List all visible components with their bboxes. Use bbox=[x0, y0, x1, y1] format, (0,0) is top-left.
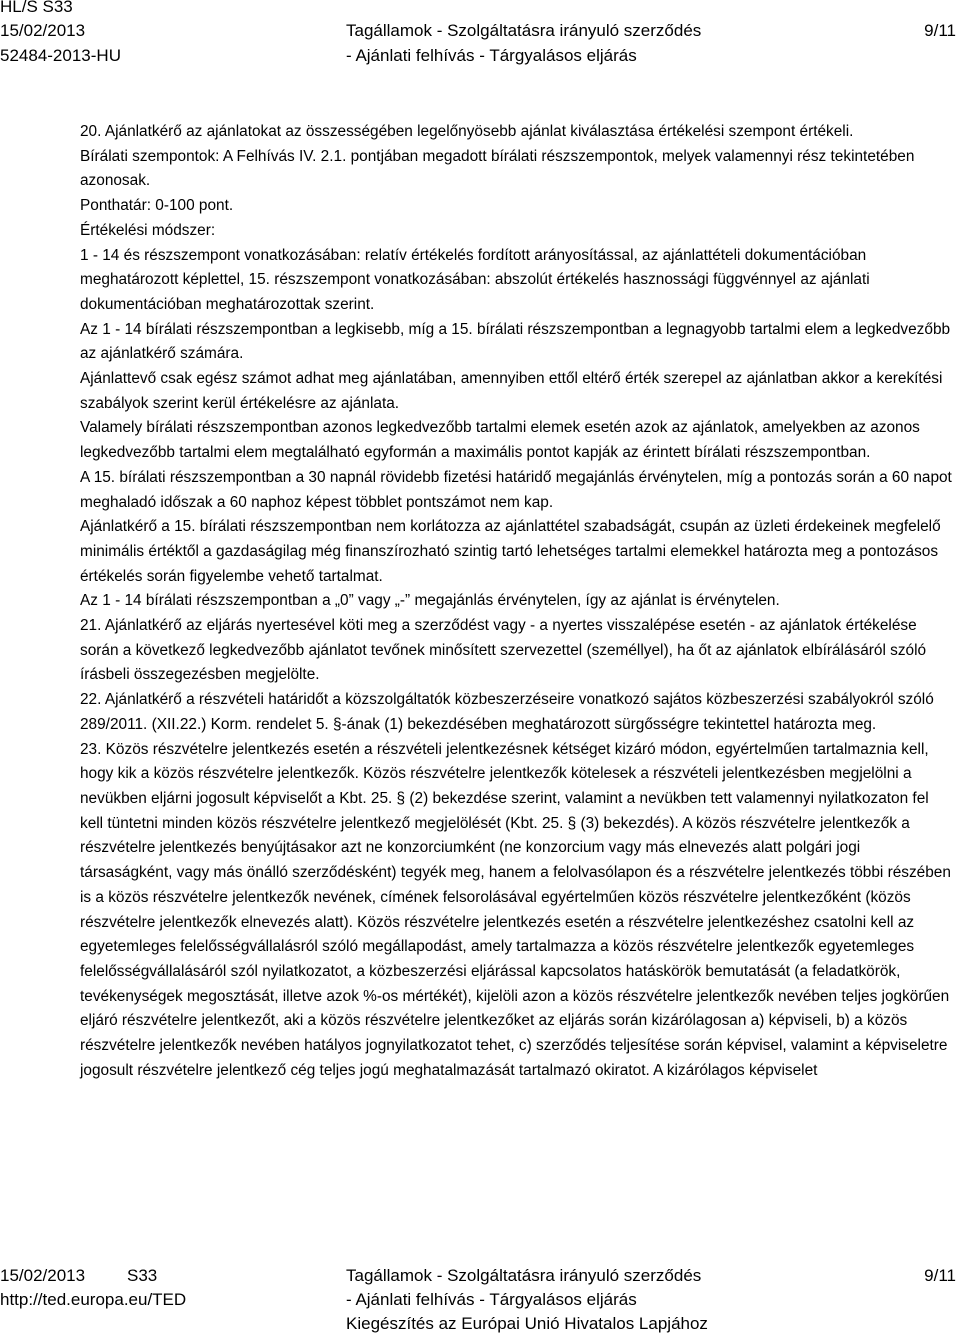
footer-date: 15/02/2013 bbox=[0, 1266, 86, 1285]
paragraph-payment-deadline: A 15. bírálati részszempontban a 30 napnál rövidebb fizetési határidő megajánlás érvénytelen, míg a pontozás során a 60 napot meghaladó időszak a 60 naphoz képest többlet pontszámot nem kap. bbox=[80, 468, 952, 511]
header-doc-code: HL/S S33 bbox=[0, 0, 73, 16]
paragraph-most-favorable: Az 1 - 14 bírálati részszempontban a legkisebb, míg a 15. bírálati részszempontban a legnagyobb tartalmi elem a legkedvezőbb az ajánlatkérő számára. bbox=[80, 320, 951, 363]
header-title-line2: - Ajánlati felhívás - Tárgyalásos eljárás bbox=[346, 46, 637, 65]
paragraph-21: 21. Ajánlatkérő az eljárás nyertesével köti meg a szerződést vagy - a nyertes visszalépése esetén - az ajánlatok értékelése során a következő legkedvezőbb ajánlatot tevőnek minősített szervezettel (személlyel), ha őt az ajánlatok elbírálásáról szóló írásbeli összegezésben megjelölte. bbox=[80, 617, 927, 684]
footer-title-line3: Kiegészítés az Európai Unió Hivatalos Lapjához bbox=[346, 1314, 708, 1333]
paragraph-20: 20. Ajánlatkérő az ajánlatokat az összességében legelőnyösebb ajánlat kiválasztása értékelési szempont értékeli. bbox=[80, 123, 854, 140]
paragraph-22: 22. Ajánlatkérő a részvételi határidőt a közszolgáltatók közbeszerzéseire vonatkozó sajátos közbeszerzési szabályokról szóló 289/2011. (XII.22.) Korm. rendelet 5. §-ának (1) bekezdésében meghatározott sürgősségre tekintettel határozta meg. bbox=[80, 691, 934, 733]
paragraph-criteria: Bírálati szempontok: A Felhívás IV. 2.1. pontjában megadott bírálati részszempontok, melyek valamennyi rész tekintetében azonosak. bbox=[80, 147, 915, 190]
footer-series: S33 bbox=[127, 1266, 158, 1285]
paragraph-zero-offer: Az 1 - 14 bírálati részszempontban a „0” vagy „-” megajánlás érvénytelen, így az ajánlat is érvénytelen. bbox=[80, 592, 780, 610]
footer-url[interactable]: http://ted.europa.eu/TED bbox=[0, 1290, 187, 1309]
paragraph-method: 1 - 14 és részszempont vonatkozásában: relatív értékelés fordított arányosítással, az ajánlattételi dokumentációban meghatározott képlettel, 15. részszempont vonatkozásában: abszolút értékelés hasznossági függvénnyel az ajánlati dokumentációban meghatározottak szerint. bbox=[80, 246, 870, 313]
header-date: 15/02/2013 bbox=[0, 21, 86, 40]
paragraph-integer-values: Ajánlattevő csak egész számot adhat meg ajánlatában, amennyiben ettől eltérő érték szerepel az ajánlatban akkor a kerekítési szabályok szerint kerül értékelésre az ajánlata. bbox=[80, 370, 943, 412]
document-body bbox=[80, 120, 952, 1083]
header-notice-id: 52484-2013-HU bbox=[0, 46, 121, 65]
paragraph-freedom: Ajánlatkérő a 15. bírálati részszempontban nem korlátozza az ajánlattétel szabadságát, csupán az üzleti érdekeinek megfelelő minimális értéktől a gazdaságilag még finanszírozható szintig tartó lehetséges tartalmi elemekkel határozta meg a pontozásos értékelés során figyelembe vehető tartalmat. bbox=[80, 518, 941, 585]
paragraph-point-range: Ponthatár: 0-100 pont. bbox=[80, 197, 234, 215]
footer-page-number: 9/11 bbox=[924, 1266, 956, 1285]
paragraph-equal-elements: Valamely bírálati részszempontban azonos legkedvezőbb tartalmi elemek esetén azok az ajánlatok, amelyekben az azonos legkedvezőbb tartalmi elem megtalálható egyformán a maximális pontot kapják az érintett bírálati részszempontban. bbox=[80, 419, 920, 462]
header-title-line1: Tagállamok - Szolgáltatásra irányuló szerződés bbox=[346, 21, 702, 40]
header-page-number: 9/11 bbox=[924, 21, 956, 40]
footer-title-line1: Tagállamok - Szolgáltatásra irányuló szerződés bbox=[346, 1266, 702, 1285]
paragraph-method-heading: Értékelési módszer: bbox=[80, 221, 216, 239]
footer-title-line2: - Ajánlati felhívás - Tárgyalásos eljárás bbox=[346, 1290, 637, 1309]
paragraph-23: 23. Közös részvételre jelentkezés esetén a részvételi jelentkezésnek kétséget kizáró módon, egyértelműen tartalmaznia kell, hogy kik a közös részvételre jelentkezők. Közös részvételre jelentkezők kötelesek a részvételi jelentkezésben megjelölni a nevükben eljárni jogosult képviselőt a Kbt. 25. § (2) bekezdése szerint, valamint a nevükben tett valamennyi nyilatkozaton fel kell tüntetni minden közös részvételre jelentkező megjelölését (Kbt. 25. § (3) bekezdés). A közös részvételre jelentkezők a részvételre jelentkezés benyújtásakor azt ne konzorciumként (ne konzorcium vagy más elnevezés alatt polgári jogi társaságként, vagy más önálló szerződésként) tegyék meg, hanem a felolvasólapon és a részvételre jelentkezés többi részében is a közös részvételre jelentkezők nevének, címének felsorolásával egyértelműen közös részvételre jelentkezőként (közös részvételre jelentkezők elnevezés alatt). Közös részvételre jelentkezés esetén a részvételre jelentkezéshez csatolni kell az egyetemleges felelősségvállalásról szóló megállapodást, amely tartalmazza a közös részvételre jelentkezők egyetemleges felelősségvállalásáról szól nyilatkozatot, a közbeszerzési eljárással kapcsolatos hatáskörök bemutatását (a feladatkörök, tevékenységek megosztását, illetve azok %-os mértékét), kijelöli azon a közös részvételre jelentkezők nevében teljes jogkörűen eljáró részvételre jelentkezőt, aki a közös részvételre jelentkezőket az eljárás során kizárólagosan a) képviseli, b) a közös részvételre jelentkezők nevében hatályos jognyilatkozatot tehet, c) szerződés teljesítése során képvisel, valamint a képviseletre jogosult részvételre jelentkező cég teljes jogú meghatalmazását tartalmazó okiratot. A kizárólagos képviselet bbox=[80, 740, 951, 1079]
